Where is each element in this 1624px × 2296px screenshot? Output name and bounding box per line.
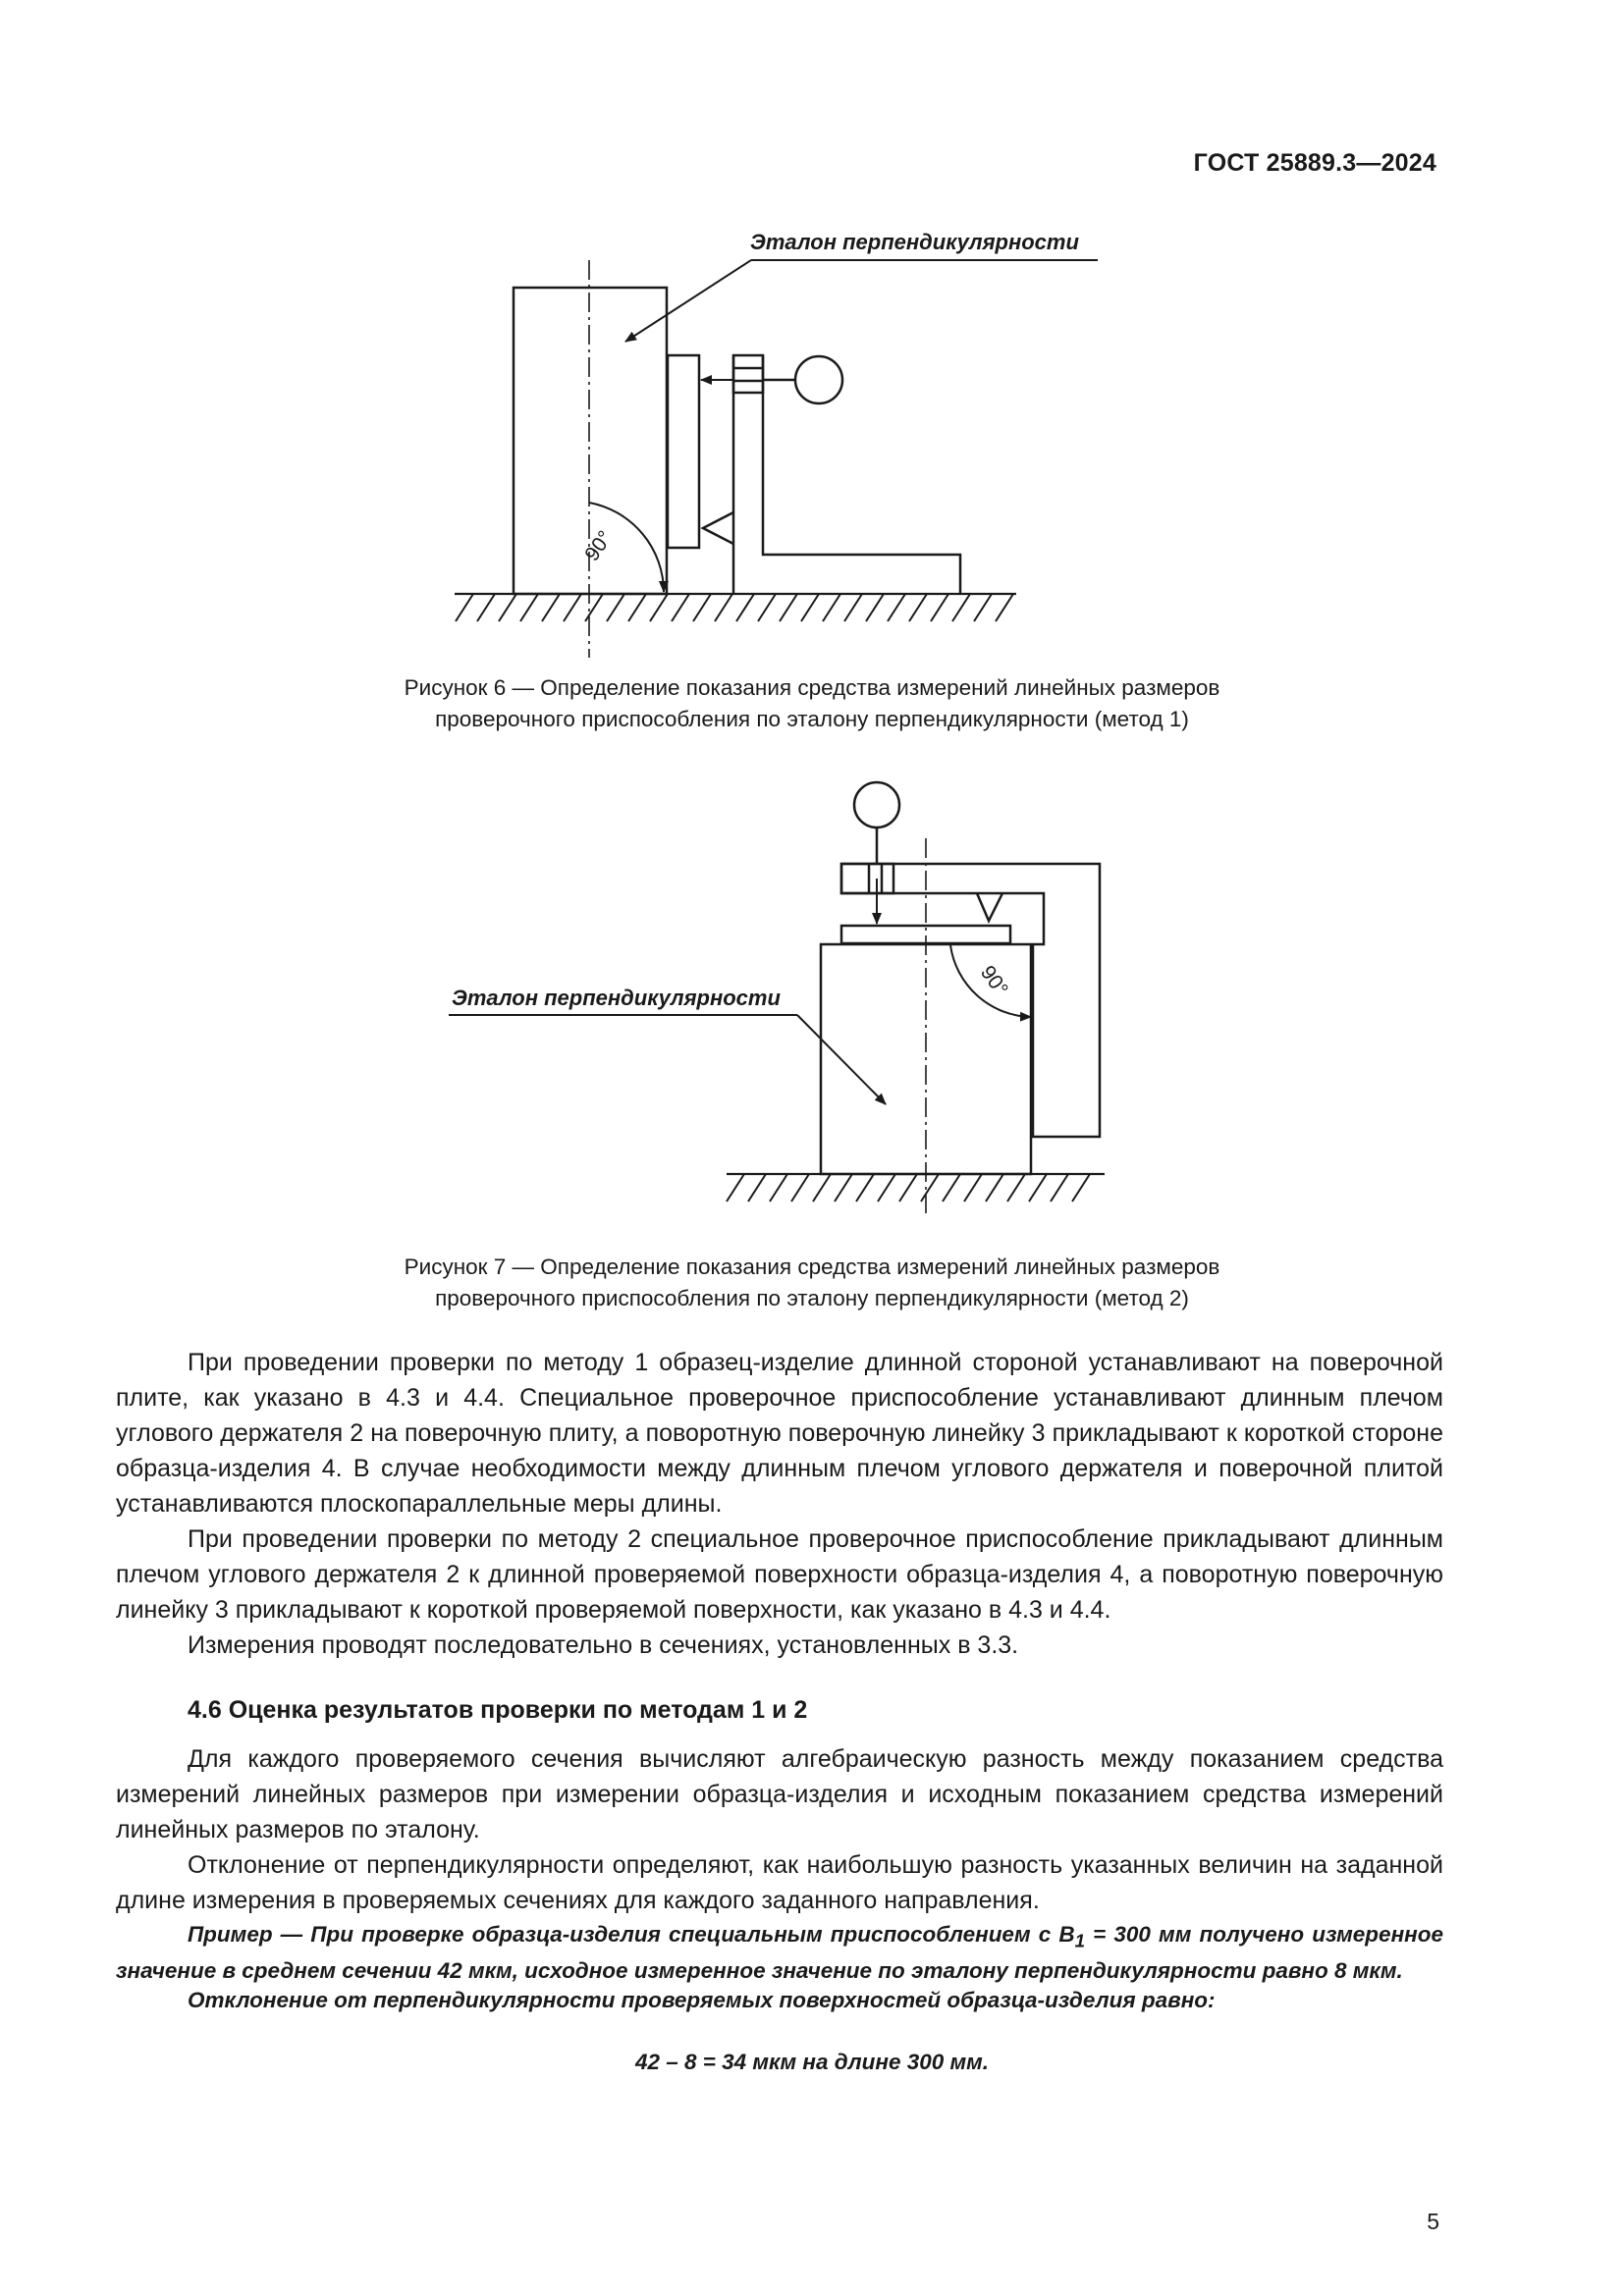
paragraph: При проведении проверки по методу 1 образец-изделие длинной стороной устанавливают на поверочной плите, как указано в 4.3 и 4.4. Специальное проверочное приспособление устанавливают длинным плечом углового держателя 2 на поверочную плиту, а поворотную поверочную линейку 3 прикладывают к короткой стороне образца-изделия 4. В случае необходимости между длинным плечом углового держателя и поверочной плитой устанавливаются плоскопараллельные меры длины. xyxy=(116,1349,1443,1518)
label-leader xyxy=(797,1015,886,1104)
section-heading: 4.6 Оценка результатов проверки по методам 1 и 2 xyxy=(188,1696,808,1724)
measuring-head xyxy=(841,864,893,893)
example-paragraph xyxy=(116,1920,1443,1986)
example-line: Отклонение от перпендикулярности проверяемых поверхностей образца-изделия равно: xyxy=(188,1987,1216,2012)
paragraph: Измерения проводят последовательно в сечениях, установленных в 3.3. xyxy=(188,1631,1019,1659)
document-code: ГОСТ 25889.3—2024 xyxy=(1193,149,1436,177)
method-paragraphs xyxy=(116,1345,1443,1663)
paragraph: Отклонение от перпендикулярности определяют, как наибольшую разность указанных величин на заданной длине измерения в проверяемых сечениях для каждого заданного направления. xyxy=(116,1851,1443,1914)
example-text: = 300 мм получено измеренное значение в среднем сечении 42 мкм, исходное измеренное значение по эталону перпендикулярности равно 8 мкм. xyxy=(116,1922,1444,1983)
surface-plate-hatch xyxy=(455,594,1016,621)
measuring-head xyxy=(733,355,763,393)
page-number: 5 xyxy=(1427,2209,1439,2234)
example-subscript: 1 xyxy=(1074,1930,1086,1951)
section-paragraphs xyxy=(116,1741,1443,1918)
angle-holder xyxy=(733,355,960,594)
figure-7-label: Эталон перпендикулярности xyxy=(452,986,781,1010)
figure-6-diagram xyxy=(0,216,1624,667)
example-text: Пример — При проверке образца-изделия специальным приспособлением с B xyxy=(188,1922,1075,1947)
figure-6-caption xyxy=(0,672,1624,735)
dial-indicator xyxy=(795,356,842,403)
caption-line: проверочного приспособления по эталону перпендикулярности (метод 1) xyxy=(435,707,1189,731)
figure-7-diagram xyxy=(0,775,1624,1227)
support-prism xyxy=(703,512,733,544)
angle-label: 90° xyxy=(580,526,618,565)
support-prism xyxy=(977,893,1002,921)
example-block xyxy=(116,1920,1443,2015)
figure-6-label: Эталон перпендикулярности xyxy=(750,230,1079,254)
angle-holder xyxy=(841,864,1100,1137)
surface-plate-hatch xyxy=(727,1174,1105,1201)
length-gauge-block xyxy=(668,355,699,548)
dial-indicator xyxy=(854,782,899,828)
caption-line: проверочного приспособления по эталону перпендикулярности (метод 2) xyxy=(435,1286,1189,1310)
caption-line: Рисунок 6 — Определение показания средства измерений линейных размеров xyxy=(404,675,1220,700)
figure-7-caption xyxy=(0,1252,1624,1314)
angle-label: 90° xyxy=(975,961,1012,1000)
label-leader xyxy=(625,260,751,342)
paragraph: Для каждого проверяемого сечения вычисляют алгебраическую разность между показанием средства измерений линейных размеров при измерении образца-изделия и исходным показанием средства измерений линейных размеров по эталону. xyxy=(116,1745,1443,1843)
paragraph: При проведении проверки по методу 2 специальное проверочное приспособление прикладывают длинным плечом углового держателя 2 к длинной проверяемой поверхности образца-изделия 4, а поворотную поверочную линейку 3 прикладывают к короткой проверяемой поверхности, как указано в 4.3 и 4.4. xyxy=(116,1525,1443,1624)
caption-line: Рисунок 7 — Определение показания средства измерений линейных размеров xyxy=(404,1255,1220,1279)
example-formula: 42 – 8 = 34 мкм на длине 300 мм. xyxy=(634,2050,990,2074)
